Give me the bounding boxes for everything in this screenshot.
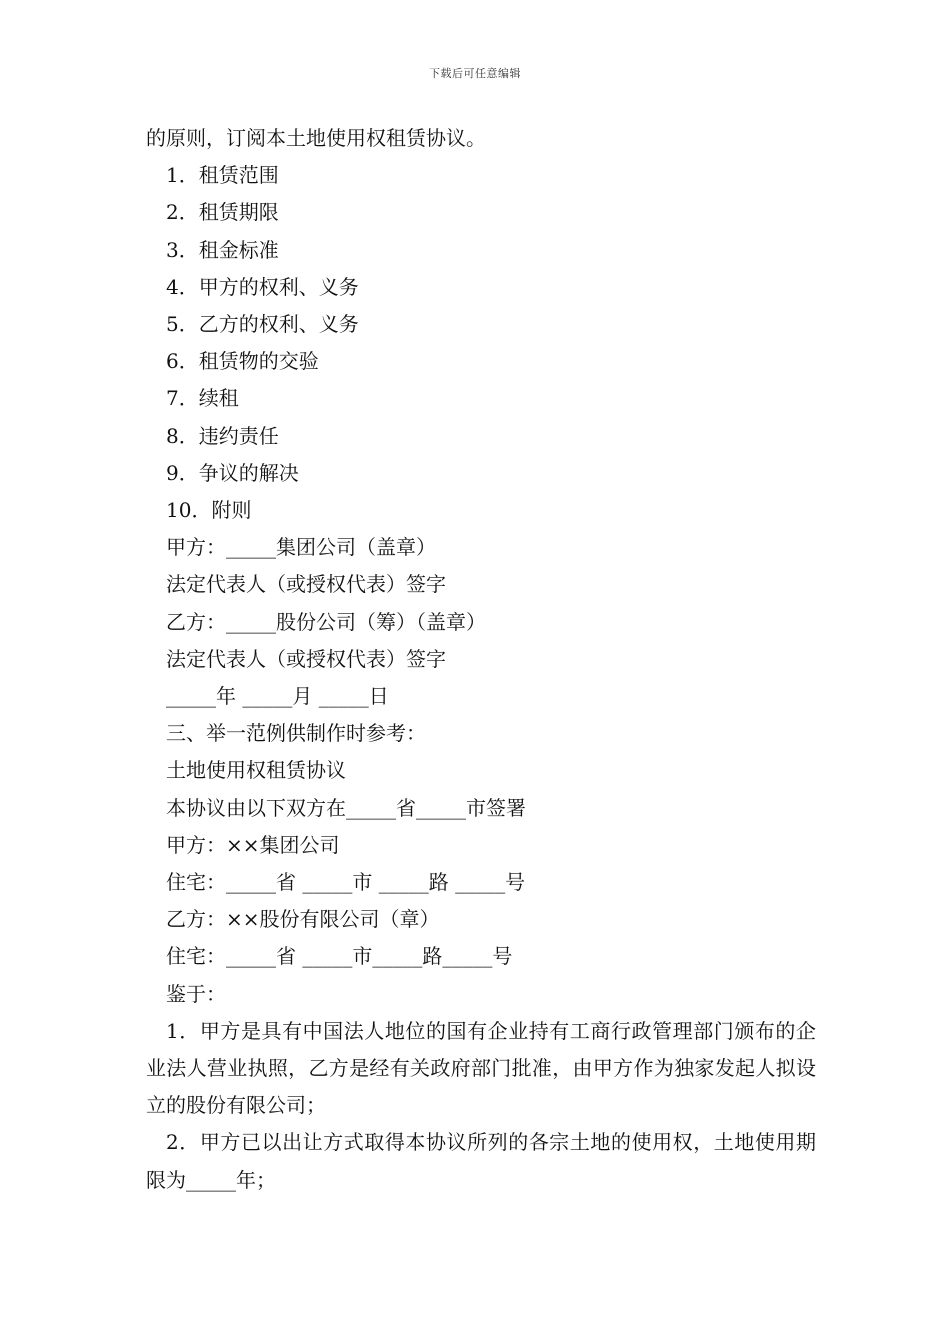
item-number: 4． xyxy=(166,274,199,299)
whereas-clause: 1．甲方是具有中国法人地位的国有企业持有工商行政管理部门颁布的企业法人营业执照，乙方是经有关政府部门批准，由甲方作为独家发起人拟设立的股份有限公司； xyxy=(146,1018,816,1118)
party-a-representative: 法定代表人（或授权代表）签字 xyxy=(166,572,446,597)
item-number: 9． xyxy=(166,460,199,485)
example-parties xyxy=(146,790,816,1013)
item-number: 10． xyxy=(166,498,212,523)
list-item xyxy=(146,269,816,306)
item-text: 争议的解决 xyxy=(198,460,299,485)
item-number: 8． xyxy=(166,423,199,448)
list-item xyxy=(146,157,816,194)
item-number: 1． xyxy=(166,163,199,188)
party-b-name: 乙方：××股份有限公司（章） xyxy=(166,907,440,932)
whereas-label: 鉴于： xyxy=(166,981,226,1006)
party-b-address: 住宅：_____省 _____市_____路_____号 xyxy=(166,944,513,969)
list-item xyxy=(146,418,816,455)
item-text: 续租 xyxy=(198,386,239,411)
party-a-signature: 甲方：_____集团公司（盖章） xyxy=(166,535,436,560)
signing-location: 本协议由以下双方在_____省_____市签署 xyxy=(166,795,526,820)
party-b-signature: 乙方：_____股份公司（筹）（盖章） xyxy=(166,609,486,634)
item-text: 违约责任 xyxy=(198,423,279,448)
list-item xyxy=(146,194,816,231)
list-item xyxy=(146,232,816,269)
section-heading: 三、举一范例供制作时参考： xyxy=(166,721,426,746)
outline-list xyxy=(146,157,816,529)
item-text: 租赁期限 xyxy=(198,200,279,225)
page-header: 下载后可任意编辑 xyxy=(429,67,521,80)
item-text: 乙方的权利、义务 xyxy=(198,312,359,337)
item-text: 租赁范围 xyxy=(198,163,279,188)
item-text: 租赁物的交验 xyxy=(198,349,319,374)
list-item xyxy=(146,492,816,529)
whereas-clauses xyxy=(146,1013,816,1199)
party-b-representative: 法定代表人（或授权代表）签字 xyxy=(166,646,446,671)
whereas-clause: 2．甲方已以出让方式取得本协议所列的各宗土地的使用权，土地使用期限为_____年； xyxy=(146,1130,816,1192)
item-number: 3． xyxy=(166,237,199,262)
item-number: 5． xyxy=(166,312,199,337)
item-number: 2． xyxy=(166,200,199,225)
item-number: 6． xyxy=(166,349,199,374)
signature-date: _____年 _____月 _____日 xyxy=(166,684,389,709)
list-item xyxy=(146,343,816,380)
document-body xyxy=(146,120,816,1199)
item-number: 7． xyxy=(166,386,199,411)
list-item xyxy=(146,306,816,343)
party-a-address: 住宅：_____省 _____市 _____路 _____号 xyxy=(166,870,526,895)
intro-line: 的原则，订阅本土地使用权租赁协议。 xyxy=(146,126,486,150)
party-a-name: 甲方：××集团公司 xyxy=(166,832,340,857)
item-text: 租金标准 xyxy=(198,237,279,262)
item-text: 甲方的权利、义务 xyxy=(198,274,359,299)
item-text: 附则 xyxy=(211,498,252,523)
list-item xyxy=(146,455,816,492)
signature-block xyxy=(146,529,816,715)
example-title: 土地使用权租赁协议 xyxy=(166,758,346,783)
list-item xyxy=(146,380,816,417)
